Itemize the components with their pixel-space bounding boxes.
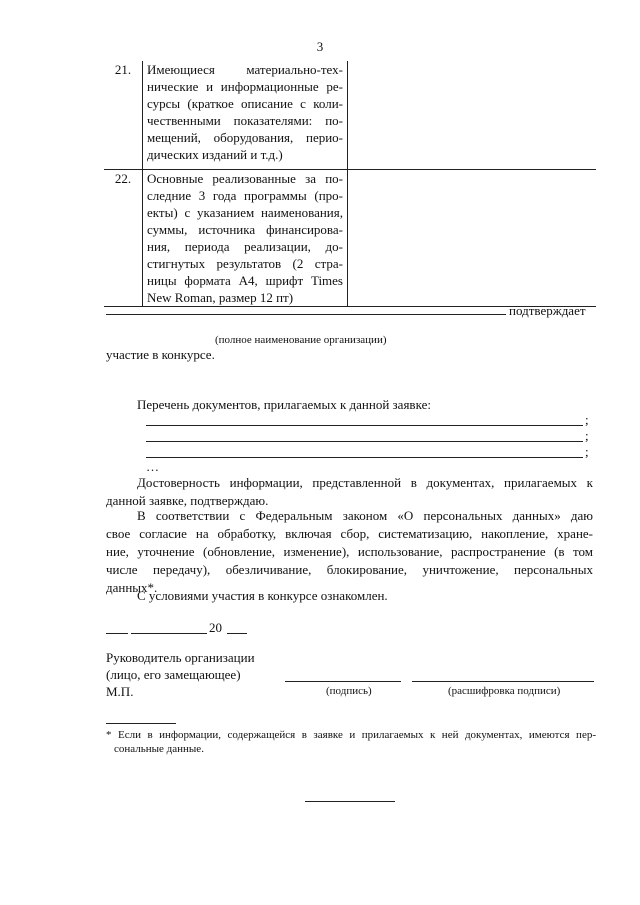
page-number: 3 [316,39,324,54]
footnote-divider [106,723,176,724]
signature-field[interactable] [285,681,401,682]
stamp-label: М.П. [106,684,134,699]
document-line-2[interactable] [146,441,583,442]
date-year-prefix: 20 [209,620,222,635]
document-separator: ; [585,412,589,427]
row-number: 21. [104,61,143,170]
organization-name-hint: (полное наименование организации) [215,334,387,346]
end-divider [305,801,395,802]
document-separator: ; [585,428,589,443]
document-line-3[interactable] [146,457,583,458]
date-month-field[interactable] [131,633,207,634]
signature-hint: (подпись) [326,685,372,697]
document-ellipsis: … [146,459,159,474]
row-description: Основные реализованные за по- следние 3 года программы (про- екты) с указанием наименования, суммы, источника финансирова- ния, периода реализации, до- стигнутых результатов (2 стра- ницы формата А4, шрифт Times New Roman, размер 12 пт) [143,170,348,307]
document-separator: ; [585,444,589,459]
document-line-1[interactable] [146,425,583,426]
conditions-paragraph: С условиями участия в конкурсе ознакомлен. [137,588,388,603]
row-description: Имеющиеся материально-тех- нические и информационные ре- сурсы (краткое описание с коли- чественными показателями: по- мещений, оборудования, перио- дических изданий и т.д.) [143,61,348,170]
head-substitute-label: (лицо, его замещающее) [106,667,241,682]
reliability-paragraph: Достоверность информации, представленной в документах, прилагаемых к данной заявке, подтверждаю. [106,475,593,508]
consent-paragraph: В соответствии с Федеральным законом «О персональных данных» даю свое согласие на обработку, включая сбор, систематизацию, накопление, хране- ние, уточнение (обновление, изменение), использование, распространение (в том числе передачу), обезличивание, блокирование, уничтожение, персональных данных*. [106,508,593,595]
row-number: 22. [104,170,143,307]
head-of-organization-label: Руководитель организации [106,650,255,665]
signature-decoding-hint: (расшифровка подписи) [448,685,561,697]
table-row [104,61,596,170]
date-year-field[interactable] [227,633,247,634]
row-value-cell[interactable] [348,170,597,307]
participation-text: участие в конкурсе. [106,347,215,362]
table-row [104,170,596,307]
footnote-text: * Если в информации, содержащейся в заявке и прилагаемых к ней документах, имеются пер- сональные данные. [106,729,596,755]
row-value-cell[interactable] [348,61,597,170]
confirms-text: подтверждает [509,303,586,318]
documents-heading: Перечень документов, прилагаемых к данной заявке: [137,397,431,412]
signature-decoding-field[interactable] [412,681,594,682]
info-table [104,61,596,307]
date-day-field[interactable] [106,633,128,634]
organization-name-field[interactable] [106,314,506,315]
